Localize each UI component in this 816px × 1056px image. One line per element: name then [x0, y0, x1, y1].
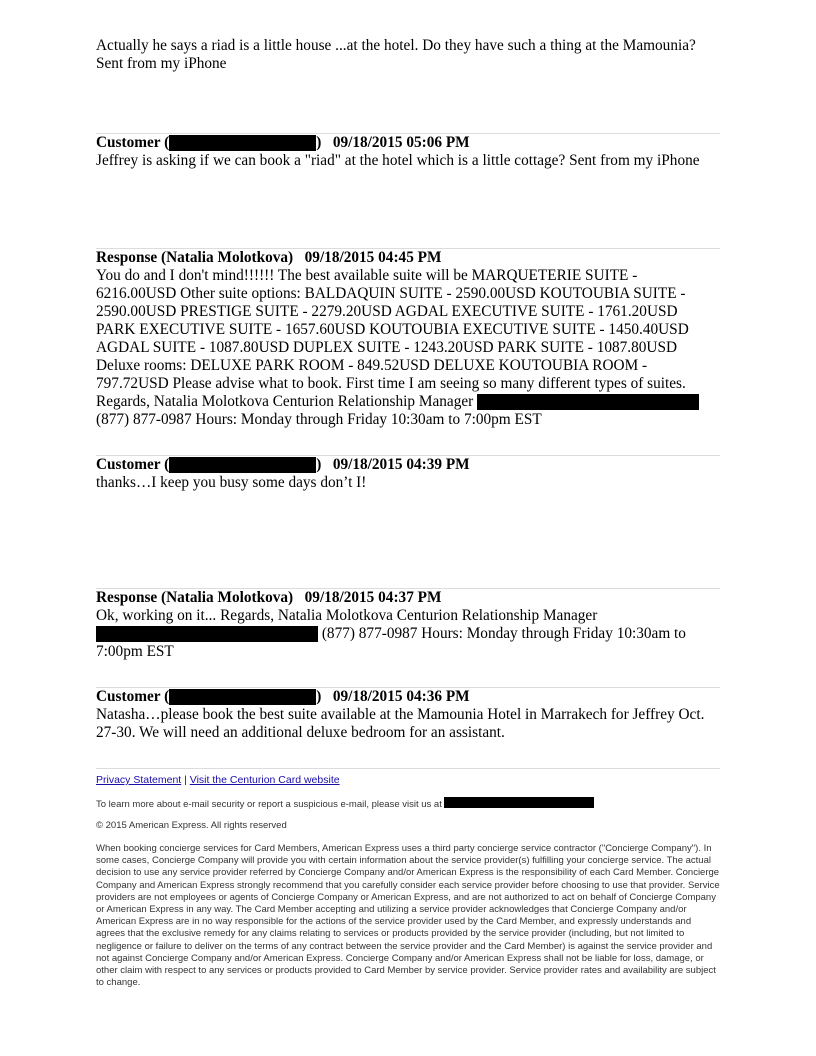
security-text: To learn more about e-mail security or report a suspicious e-mail, please visit us at — [96, 799, 442, 810]
sender-label: Response (Natalia Molotkova) — [96, 589, 294, 606]
message-response-0437 — [96, 589, 720, 661]
sender-label-close: ) — [316, 456, 322, 473]
message-customer-0506 — [96, 134, 720, 170]
security-notice — [96, 797, 720, 811]
centurion-website-link[interactable]: Visit the Centurion Card website — [189, 774, 340, 786]
footer-divider — [96, 768, 720, 769]
message-timestamp: 09/18/2015 04:45 PM — [304, 249, 442, 266]
message-body: Jeffrey is asking if we can book a "riad" at the hotel which is a little cottage? Sent from my iPhone — [96, 152, 700, 169]
sender-label-close: ) — [316, 688, 322, 705]
message-body: Natasha…please book the best suite available at the Mamounia Hotel in Marrakech for Jeffrey Oct. 27-30. We will need an additional deluxe bedroom for an assistant. — [96, 706, 705, 741]
sender-label: Customer ( — [96, 456, 170, 473]
message-header — [96, 589, 720, 607]
message-response-0445 — [96, 249, 720, 429]
message-customer-0439 — [96, 456, 720, 492]
link-separator: | — [184, 774, 187, 786]
redacted-block — [477, 394, 699, 410]
message-timestamp: 09/18/2015 05:06 PM — [332, 134, 470, 151]
message-body-continued: (877) 877-0987 Hours: Monday through Friday 10:30am to 7:00pm EST — [96, 411, 542, 428]
sender-label: Response (Natalia Molotkova) — [96, 249, 294, 266]
message-body — [96, 267, 720, 411]
disclaimer: When booking concierge services for Card Members, American Express uses a third party concierge service contractor ("Concierge Company"). In some cases, Concierge Company will provide you with certain information about the service provider(s) fulfilling your concierge service. The actual decision to use any service provider referred by Concierge Company and/or American Express is the responsibility of each Card Member. Concierge Company and American Express strongly recommend that you carefully consider each service provider before choosing to use that provider. Service providers are not employees or agents of Concierge Company or American Express, and are not authorized to act on behalf of Concierge Company or American Express in any way. The Card Member accepting and utilizing a service provider acknowledges that Concierge Company and/or American Express are in no way responsible for the actions of the service provider used by the Card Member, and expressly understands and agrees that the exclusive remedy for any claims relating to services or products provided by the service provider (including, but not limited to negligence or failure to deliver on the terms of any contract between the service provider and the Card Member) is against the service provider and not against Concierge Company and/or American Express. Concierge Company and/or American Express shall not be liable for loss, damage, or other claim with respect to any services or products provided to Card Member by service provider. Service provider rates and availability are subject to change. — [96, 843, 720, 989]
message-body-text: (877) 877-0987 Hours: Monday through Friday 10:30am to 7:00pm EST — [96, 625, 686, 660]
message-header — [96, 456, 720, 474]
redacted-block — [96, 626, 318, 642]
redacted-link — [444, 797, 594, 808]
message-customer-0436 — [96, 688, 720, 742]
message-timestamp: 09/18/2015 04:39 PM — [332, 456, 470, 473]
redacted-block — [169, 135, 316, 151]
message-header — [96, 134, 720, 152]
message-header — [96, 249, 720, 267]
redacted-block — [169, 457, 316, 473]
message-body: Actually he says a riad is a little house ...at the hotel. Do they have such a thing at the Mamounia? Sent from my iPhone — [96, 37, 696, 72]
message-body-text: You do and I don't mind!!!!!! The best available suite will be MARQUETERIE SUITE - 6216.00USD Other suite options: BALDAQUIN SUITE - 2590.00USD KOUTOUBIA SUITE - 2590.00USD PRESTIGE SUITE - 2279.20USD AGDAL EXECUTIVE SUITE - 1761.20USD PARK EXECUTIVE SUITE - 1657.60USD KOUTOUBIA EXECUTIVE SUITE - 1450.40USD AGDAL SUITE - 1087.80USD DUPLEX SUITE - 1243.20USD PARK SUITE - 1087.80USD Deluxe rooms: DELUXE PARK ROOM - 849.52USD DELUXE KOUTOUBIA ROOM - 797.72USD Please advise what to book. First time I am seeing so many different types of suites. Regards, Natalia Molotkova Centurion Relationship Manager — [96, 267, 689, 410]
message-continuation — [96, 37, 720, 73]
sender-label: Customer ( — [96, 688, 170, 705]
privacy-statement-link[interactable]: Privacy Statement — [96, 774, 182, 786]
message-body: thanks…I keep you busy some days don’t I! — [96, 474, 367, 491]
sender-label: Customer ( — [96, 134, 170, 151]
message-timestamp: 09/18/2015 04:37 PM — [304, 589, 442, 606]
message-header — [96, 688, 720, 706]
footer-links — [96, 774, 340, 786]
message-body: Ok, working on it... Regards, Natalia Molotkova Centurion Relationship Manager — [96, 607, 598, 624]
sender-label-close: ) — [316, 134, 322, 151]
message-body-continued — [96, 625, 720, 661]
copyright: © 2015 American Express. All rights reserved — [96, 820, 287, 831]
message-timestamp: 09/18/2015 04:36 PM — [332, 688, 470, 705]
redacted-block — [169, 689, 316, 705]
